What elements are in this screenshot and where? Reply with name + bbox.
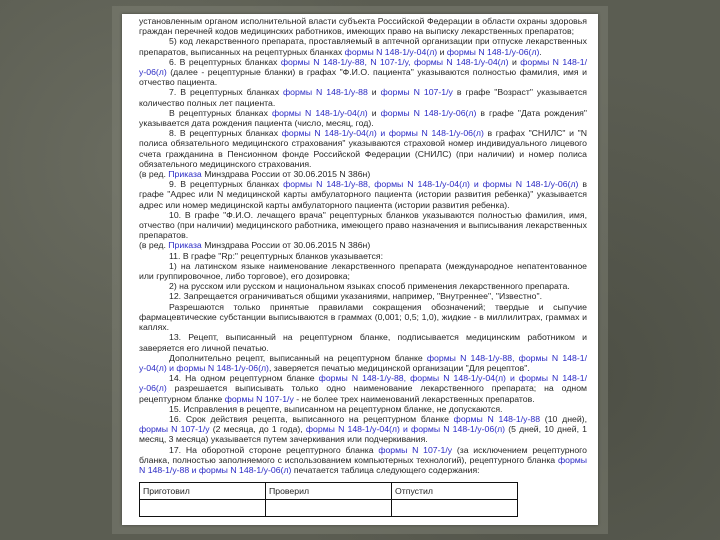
paragraph-text: 6. В рецептурных бланках	[169, 56, 281, 67]
document-link[interactable]: формы N 148-1/у-88, формы N 148-1/у-04(л) и формы N 148-1/у-06(л)	[283, 179, 579, 190]
paragraph-text: (5 дней, 10 дней, 1 месяц, 3 месяца) указывается путем зачеркивания или подчеркивания.	[139, 424, 587, 445]
paragraph-text: 16. Срок действия рецепта, выписанного на рецептурном бланке	[169, 413, 454, 424]
paragraph-text: В рецептурных бланках	[169, 107, 272, 118]
paragraph-text: и	[367, 87, 381, 98]
document-link[interactable]: формы N 148-1/у-06(л)	[446, 46, 540, 57]
paragraph	[139, 445, 587, 476]
table-row	[140, 500, 518, 517]
paragraph-text: 14. На одном рецептурном бланке	[169, 373, 319, 384]
document-link[interactable]: Приказа	[168, 240, 202, 251]
paragraph-text: 11. В графе "Rp:" рецептурных бланков указывается:	[169, 250, 383, 261]
paragraph-text: 5) код лекарственного препарата, проставляемый в аптечной организации при отпуске лекарственных препаратов, выписанных на рецептурных бланках	[139, 36, 587, 57]
paragraph-text: Минздрава России от 30.06.2015 N 386н)	[201, 240, 371, 251]
document-page	[122, 14, 598, 525]
paragraph-text: Дополнительно рецепт, выписанный на рецептурном бланке	[169, 352, 427, 363]
document-link[interactable]: формы N 148-1/у-88, N 107-1/у, формы N 148-1/у-04(л)	[280, 56, 509, 67]
paragraph	[139, 404, 587, 414]
document-body	[139, 16, 587, 475]
paragraph-text: 15. Исправления в рецепте, выписанном на рецептурном бланке, не допускаются.	[169, 403, 503, 414]
paragraph	[139, 240, 587, 250]
paragraph	[139, 261, 587, 281]
document-link[interactable]: формы N 148-1/у-06(л)	[380, 107, 477, 118]
paragraph-text: и	[437, 46, 447, 57]
document-link[interactable]: формы N 148-1/у-88	[283, 87, 368, 98]
paragraph	[139, 210, 587, 241]
document-link[interactable]: формы N 107-1/у	[380, 87, 453, 98]
table-header-cell: Отпустил	[392, 483, 518, 500]
table-header-row	[140, 483, 518, 500]
paragraph-text: 9. В рецептурных бланках	[169, 179, 284, 190]
paragraph	[139, 373, 587, 404]
paragraph-text: 2) на русском или русском и национальном языках способ применения лекарственного препарата.	[169, 281, 570, 292]
document-link[interactable]: формы N 148-1/у-88	[453, 413, 541, 424]
paragraph-text: 1) на латинском языке наименование лекарственного препарата (международное непатентованное или группировочное, либо торговое), его дозировка;	[139, 260, 587, 282]
paragraph	[139, 87, 587, 107]
paragraph-text: , заверяется печатью медицинской организации "Для рецептов".	[268, 362, 530, 373]
paragraph-text: (за исключением рецептурного бланка, полностью заполняемого с использованием компьютерных технологий), рецептурного бланка	[139, 444, 587, 465]
table-cell	[140, 500, 266, 517]
paragraph	[139, 332, 587, 352]
paragraph-text: в графе "Дата рождения" указывается дата рождения пациента (число, месяц, год).	[139, 107, 587, 129]
document-link[interactable]: формы N 148-1/у-88 и формы N 148-1/у-06(л)	[139, 454, 587, 475]
paragraph-text: (в ред.	[139, 169, 169, 180]
paragraph-text: Разрешаются только принятые правилами сокращения обозначений; твердые и сыпучие фармацевтические субстанции выписываются в граммах (0,001; 0,5; 1,0), жидкие - в миллилитрах, граммах и каплях.	[139, 301, 587, 333]
paragraph-text: 12. Запрещается ограничиваться общими указаниями, например, "Внутреннее", "Известно".	[169, 291, 542, 302]
paragraph	[139, 291, 587, 301]
paragraph-text: и	[367, 107, 381, 118]
paragraph-text: (10 дней),	[540, 413, 587, 424]
paragraph	[139, 281, 587, 291]
document-link[interactable]: Приказа	[168, 169, 202, 180]
paragraph-text: в графе "Возраст" указывается количество полных лет пациента.	[139, 87, 587, 108]
document-link[interactable]: формы N 148-1/у-88, формы N 148-1/у-04(л) и формы N 148-1/у-06(л)	[139, 352, 587, 373]
paragraph-text: в графе "Адрес или N медицинской карты амбулаторного пациента (истории развития ребенка)" указывается адрес или номер медицинской карты амбулаторного пациента (истории развития ребенка).	[139, 179, 588, 210]
paragraph	[139, 36, 587, 56]
paragraph-text: в графах "СНИЛС" и "N полиса обязательного медицинского страхования" указываются страховой номер индивидуального лицевого счета гражданина в Пенсионном фонде Российской Федерации (СНИЛС) (при наличии) и номер полиса обязательного медицинского страхования.	[139, 128, 588, 169]
paragraph	[139, 108, 587, 128]
document-link[interactable]: формы N 107-1/у	[139, 424, 210, 435]
paragraph-text: (2 месяца, до 1 года),	[209, 424, 306, 435]
paragraph-text: 10. В графе "Ф.И.О. лечащего врача" рецептурных бланков указываются полностью фамилия, имя, отчество (при наличии) медицинского работника, имеющего право назначения и выписывания лекарственных препаратов.	[139, 209, 587, 241]
paragraph	[139, 414, 587, 445]
paragraph-text: разрешается выписывать только одно наименование лекарственного препарата; на одном рецептурном бланке	[139, 383, 587, 404]
document-link[interactable]: формы N 148-1/у-88, формы N 148-1/у-04(л) и формы N 148-1/у-06(л)	[139, 373, 587, 394]
document-link[interactable]: формы N 148-1/у-06(л)	[139, 56, 587, 78]
paragraph	[139, 302, 587, 333]
document-link[interactable]: формы N 107-1/у	[378, 444, 453, 455]
paragraph	[139, 353, 587, 373]
paragraph	[139, 169, 587, 179]
paragraph	[139, 251, 587, 261]
paragraph-text: (далее - рецептурные бланки) в графах "Ф.И.О. пациента" указываются полностью фамилия, имя и отчество пациента.	[139, 67, 587, 88]
table-header-cell: Проверил	[266, 483, 392, 500]
paragraph-text: .	[539, 46, 542, 57]
paragraph-text: печатается таблица следующего содержания:	[291, 464, 480, 475]
document-link[interactable]: формы N 107-1/у	[224, 393, 294, 404]
document-link[interactable]: формы N 148-1/у-04(л)	[271, 107, 368, 118]
document-link[interactable]: формы N 148-1/у-04(л) и формы N 148-1/у-06(л)	[305, 424, 506, 435]
paragraph-text: Минздрава России от 30.06.2015 N 386н)	[201, 169, 371, 180]
paragraph	[139, 128, 587, 169]
table-header-cell: Приготовил	[140, 483, 266, 500]
document-link[interactable]: формы N 148-1/у-04(л)	[344, 46, 438, 57]
paragraph	[139, 16, 587, 36]
paragraph-text: - не более трех наименований лекарственных препаратов.	[293, 393, 535, 404]
table-cell	[392, 500, 518, 517]
paragraph	[139, 57, 587, 88]
paragraph-text: 17. На оборотной стороне рецептурного бланка	[169, 444, 379, 455]
paragraph-text: 13. Рецепт, выписанный на рецептурном бланке, подписывается медицинским работником и заверяется его личной печатью.	[139, 332, 587, 353]
paragraph-text: (в ред.	[139, 240, 169, 251]
document-link[interactable]: формы N 148-1/у-04(л) и формы N 148-1/у-06(л)	[281, 128, 484, 139]
paragraph-text: 8. В рецептурных бланках	[169, 128, 282, 139]
paragraph-text: установленным органом исполнительной власти субъекта Российской Федерации в области охраны здоровья граждан перечней кодов медицинских работников, имеющих право на выписку лекарственных препаратов;	[139, 16, 587, 37]
table-cell	[266, 500, 392, 517]
paragraph	[139, 179, 587, 210]
signature-table	[139, 482, 518, 517]
paragraph-text: и	[508, 56, 521, 67]
paragraph-text: 7. В рецептурных бланках	[169, 87, 284, 98]
